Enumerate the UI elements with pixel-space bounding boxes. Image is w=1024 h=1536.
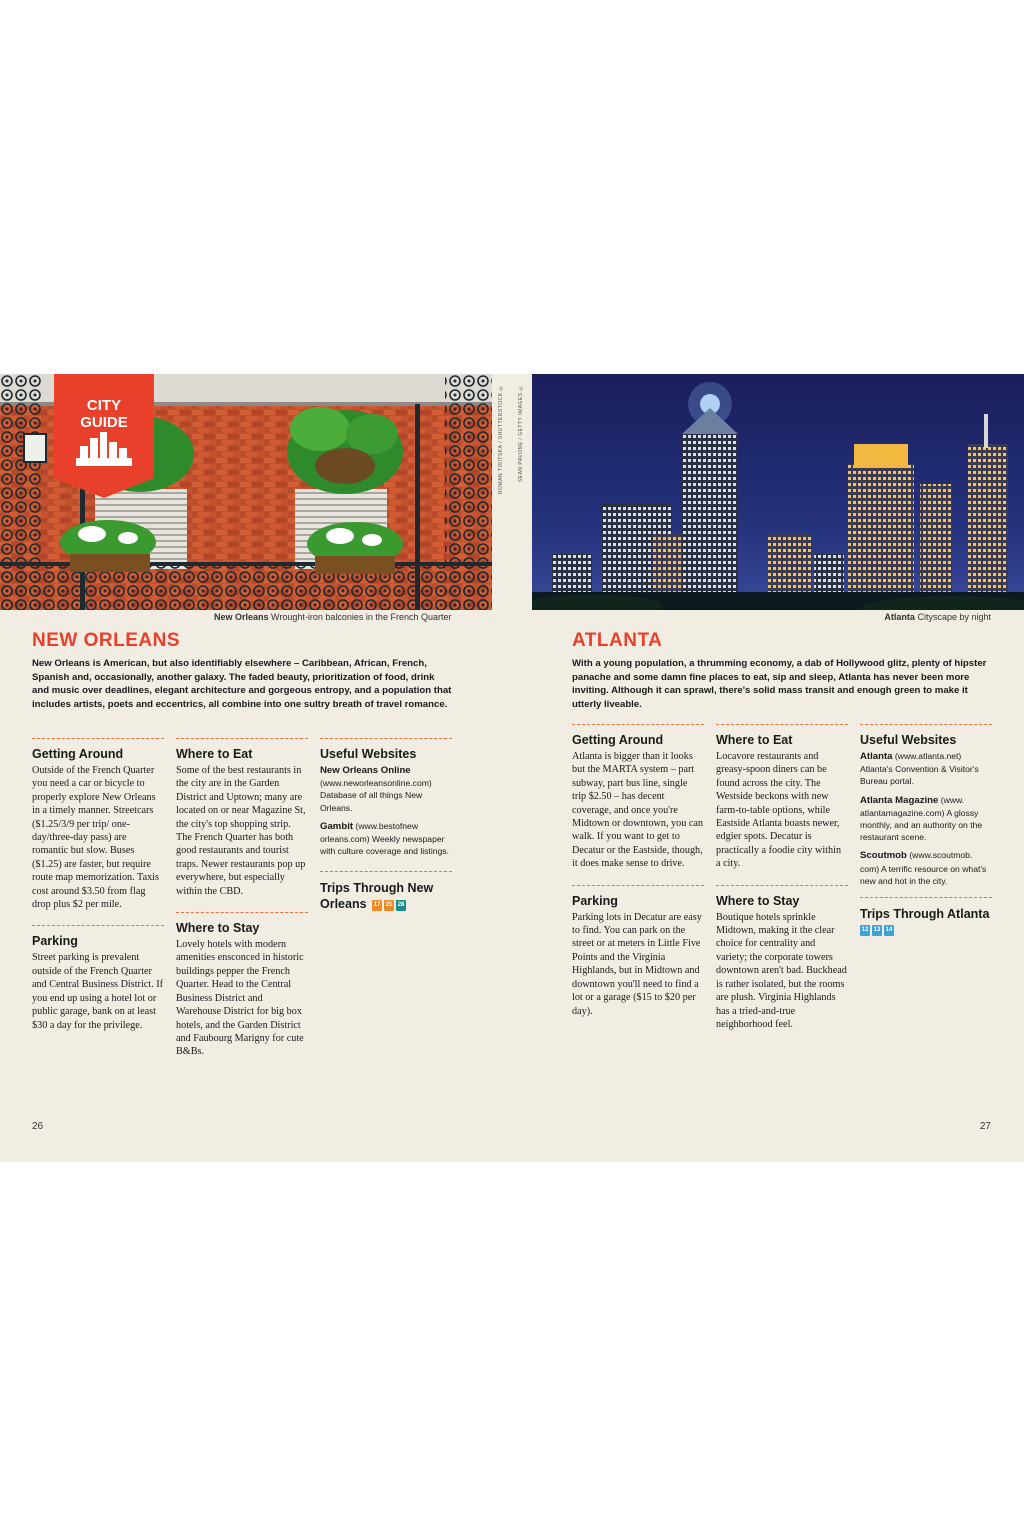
atl-getting-around-heading: Getting Around xyxy=(572,733,664,747)
atl-where-to-eat-heading: Where to Eat xyxy=(716,733,793,747)
divider xyxy=(176,738,308,739)
trip-badge[interactable]: 28 xyxy=(396,900,406,911)
right-caption-text: Cityscape by night xyxy=(917,612,991,622)
trip-badge[interactable]: 21 xyxy=(384,900,394,911)
badge-line2: GUIDE xyxy=(80,414,128,431)
divider xyxy=(860,897,992,898)
right-caption xyxy=(884,612,991,622)
new-orleans-title: NEW ORLEANS xyxy=(32,630,180,651)
no-trips-label: Trips Through New Orleans xyxy=(320,881,434,912)
atl-col-1 xyxy=(572,724,704,1018)
divider xyxy=(320,871,452,872)
city-guide-badge-icon xyxy=(54,374,154,498)
no-getting-around-heading: Getting Around xyxy=(32,747,124,761)
no-parking-text: Street parking is prevalent outside of the French Quarter and Central Business District. If you end up using a hotel lot or public garage, bank on at least $30 a day for the privilege. xyxy=(32,952,163,1031)
divider xyxy=(320,738,452,739)
atl-website-name[interactable]: Atlanta Magazine xyxy=(860,794,939,806)
atl-website-text: (www.atlanta.net) Atlanta's Convention & Visitor's Bureau portal. xyxy=(860,751,979,787)
new-orleans-photo xyxy=(0,374,492,610)
no-website-name[interactable]: Gambit xyxy=(320,820,354,832)
divider xyxy=(32,925,164,926)
no-website-text: (www.bestofnew orleans.com) Weekly newspaper with culture coverage and listings. xyxy=(320,820,449,857)
atlanta-photo xyxy=(532,374,1024,610)
atl-where-to-stay-text: Boutique hotels sprinkle Midtown, making it the clear choice for centrality and variety; the corporate towers downtown aren't bad. Buckhead is rather isolated, but the rooms are plush. Virginia Highlands has a tried-and-true neighborhood feel. xyxy=(716,911,847,1030)
atl-getting-around-text: Atlanta is bigger than it looks but the MARTA system – part subway, part bus line, single trip $2.50 – has decent coverage, and once you're Midtown or downtown, you can walk. If you want to get to Decatur or the Eastside, though, it does make sense to drive. xyxy=(572,751,704,870)
no-useful-websites-heading: Useful Websites xyxy=(320,747,417,761)
atlanta-intro: With a young population, a thrumming economy, a dab of Hollywood glitz, plenty of hipster panache and some damn fine places to eat, sip and sleep, Atlanta has never been more inviting. Although it can sprawl, there's solid mass transit and enough green to make it utterly liveable. xyxy=(572,658,987,710)
book-spread xyxy=(0,374,1024,1162)
atl-col-3 xyxy=(860,724,992,941)
no-col-1 xyxy=(32,738,164,1032)
atl-useful-websites-heading: Useful Websites xyxy=(860,733,957,747)
atl-website-text: (www. atlantamagazine.com) A glossy monthly, and an authority on the restaurant scene. xyxy=(860,794,983,843)
left-page-number: 26 xyxy=(32,1121,44,1132)
atl-trips-heading xyxy=(860,906,992,938)
no-website-item xyxy=(320,764,452,814)
left-caption xyxy=(214,612,451,622)
divider xyxy=(572,724,704,725)
divider xyxy=(572,885,704,886)
no-trips-heading xyxy=(320,880,452,912)
left-photo-credit: ROMAN TIRITSKA / SHUTTERSTOCK © xyxy=(498,384,504,494)
left-caption-text: Wrought-iron balconies in the French Quarter xyxy=(271,612,452,622)
badge-line1: CITY xyxy=(86,397,122,414)
atlanta-title: ATLANTA xyxy=(572,630,663,651)
right-caption-place: Atlanta xyxy=(884,612,915,622)
atl-where-to-eat-text: Locavore restaurants and greasy-spoon diners can be found across the city. The Westside beckons with new farm-to-table options, while Eastside Atlanta boasts newer, edgier spots. Decatur is practically a foodie city within a city. xyxy=(716,751,842,870)
atl-website-item xyxy=(860,794,992,844)
trip-badge[interactable]: 14 xyxy=(884,925,894,936)
right-page-number: 27 xyxy=(979,1121,991,1132)
atl-parking-text: Parking lots in Decatur are easy to find. You can park on the street or at meters in Little Five Points and the Virginia Highlands, but in Midtown and downtown you'll need to find a lot or a garage ($15 to $20 per day). xyxy=(572,911,702,1017)
no-parking-heading: Parking xyxy=(32,934,78,949)
new-orleans-intro: New Orleans is American, but also identifiably elsewhere – Caribbean, African, French, Spanish and, occasionally, another galaxy. The faded beauty, prioritization of food, drink and music over deadlines, elegant architecture and gorgeous entropy, and a population that includes artists, poets and eccentrics, all combine into one sultry breath of travel romance. xyxy=(32,658,452,710)
no-where-to-stay-heading: Where to Stay xyxy=(176,921,260,936)
right-photo-credit: SEAN PAVONE / GETTY IMAGES © xyxy=(518,384,524,483)
divider xyxy=(176,912,308,913)
no-website-text: (www.neworleansonline.com) Database of all things New Orleans. xyxy=(320,778,432,813)
no-col-3 xyxy=(320,738,452,915)
atl-parking-heading: Parking xyxy=(572,893,618,908)
no-col-2 xyxy=(176,738,308,1059)
no-where-to-eat-text: Some of the best restaurants in the city are in the Garden District and Uptown; many are located on or near Magazine St, the city's top shopping strip. The French Quarter has both good restaurants and tourist traps. Newer restaurants pop up everywhere, but especially within the CBD. xyxy=(176,765,306,897)
atl-website-name[interactable]: Atlanta xyxy=(860,751,893,762)
atl-website-item xyxy=(860,750,992,788)
no-getting-around-text: Outside of the French Quarter you need a car or bicycle to properly explore New Orleans in a timely manner. Streetcars ($1.25/3/9 per trip/ one-day/three-day pass) are romantic but slow. Buses ($1.25) are faster, but require route map memorization. Taxis cost around $3.50 from flag drop plus $2 per mile. xyxy=(32,765,159,911)
trip-badge[interactable]: 13 xyxy=(872,925,882,936)
no-where-to-eat-heading: Where to Eat xyxy=(176,747,253,761)
atl-where-to-stay-heading: Where to Stay xyxy=(716,893,800,908)
divider xyxy=(32,738,164,739)
trip-badge[interactable]: 12 xyxy=(860,925,870,936)
divider xyxy=(860,724,992,725)
atl-website-item xyxy=(860,849,992,887)
atl-website-text: (www.scoutmob. com) A terrific resource on what's new and hot in the city. xyxy=(860,850,987,886)
divider xyxy=(716,724,848,725)
left-caption-place: New Orleans xyxy=(214,612,269,622)
trip-badge[interactable]: 17 xyxy=(372,900,382,911)
divider xyxy=(716,885,848,886)
atl-col-2 xyxy=(716,724,848,1031)
no-website-name[interactable]: New Orleans Online xyxy=(320,765,411,776)
atl-trips-label: Trips Through Atlanta xyxy=(860,907,990,922)
no-website-item xyxy=(320,820,452,858)
atl-website-name[interactable]: Scoutmob xyxy=(860,850,907,862)
no-where-to-stay-text: Lovely hotels with modern amenities ensconced in historic buildings pepper the French Quarter. Head to the Central Business District and Warehouse District for big box hotels, and the Garden District and Faubourg Marigny for cute B&Bs. xyxy=(176,939,304,1058)
